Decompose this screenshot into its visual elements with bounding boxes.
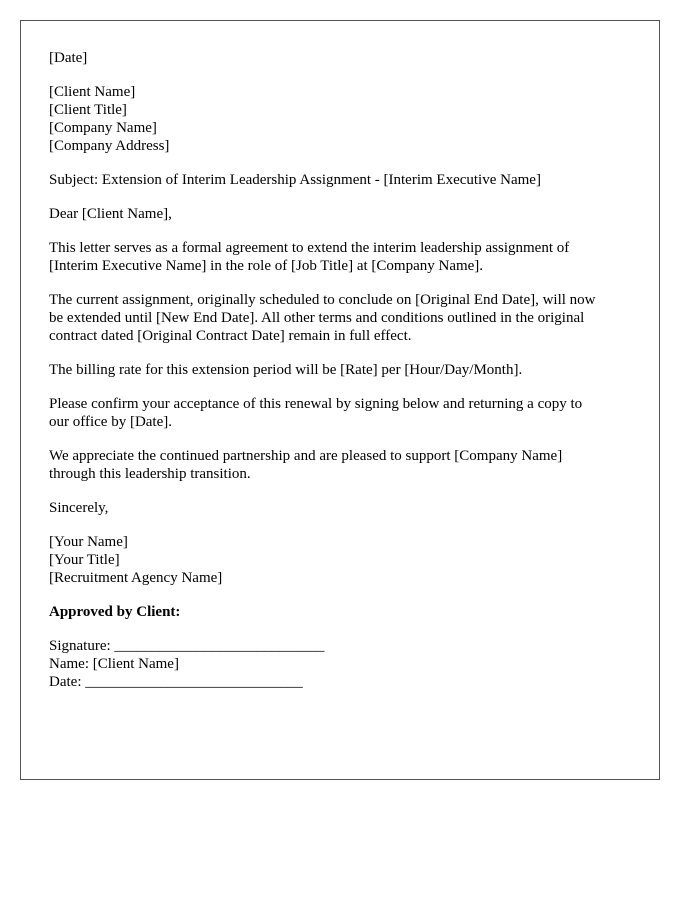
sender-title: [Your Title] (49, 552, 120, 568)
approval-block (49, 637, 631, 691)
body-paragraph-2 (49, 291, 631, 345)
body-paragraph-3 (49, 361, 631, 379)
text-line: through this leadership transition. (49, 466, 251, 482)
text-line: be extended until [New End Date]. All other terms and conditions outlined in the original (49, 310, 585, 326)
signature-line: Signature: ____________________________ (49, 638, 325, 654)
recipient-title: [Client Title] (49, 102, 127, 118)
body-paragraph-5 (49, 447, 631, 483)
text-line: [Interim Executive Name] in the role of [Job Title] at [Company Name]. (49, 258, 484, 274)
recipient-block (49, 83, 631, 155)
body-paragraph-4 (49, 395, 631, 431)
sender-block (49, 533, 631, 587)
text-line: The current assignment, originally scheduled to conclude on [Original End Date], will now (49, 292, 596, 308)
client-name-line: Name: [Client Name] (49, 656, 179, 672)
date-line: Date: _____________________________ (49, 674, 303, 690)
approval-heading: Approved by Client: (49, 604, 181, 620)
recipient-name: [Client Name] (49, 84, 136, 100)
text-line: contract dated [Original Contract Date] remain in full effect. (49, 328, 412, 344)
letter-page (20, 20, 660, 780)
closing: Sincerely, (49, 500, 109, 516)
text-line: our office by [Date]. (49, 414, 173, 430)
letter-date: [Date] (49, 50, 88, 66)
recipient-address: [Company Address] (49, 138, 170, 154)
sender-agency: [Recruitment Agency Name] (49, 570, 223, 586)
text-line: Please confirm your acceptance of this renewal by signing below and returning a copy to (49, 396, 583, 412)
body-paragraph-1 (49, 239, 631, 275)
text-line: This letter serves as a formal agreement to extend the interim leadership assignment of (49, 240, 570, 256)
subject-line: Subject: Extension of Interim Leadership Assignment - [Interim Executive Name] (49, 172, 541, 188)
sender-name: [Your Name] (49, 534, 128, 550)
text-line: The billing rate for this extension period will be [Rate] per [Hour/Day/Month]. (49, 362, 523, 378)
salutation: Dear [Client Name], (49, 206, 172, 222)
text-line: We appreciate the continued partnership and are pleased to support [Company Name] (49, 448, 563, 464)
recipient-company: [Company Name] (49, 120, 157, 136)
